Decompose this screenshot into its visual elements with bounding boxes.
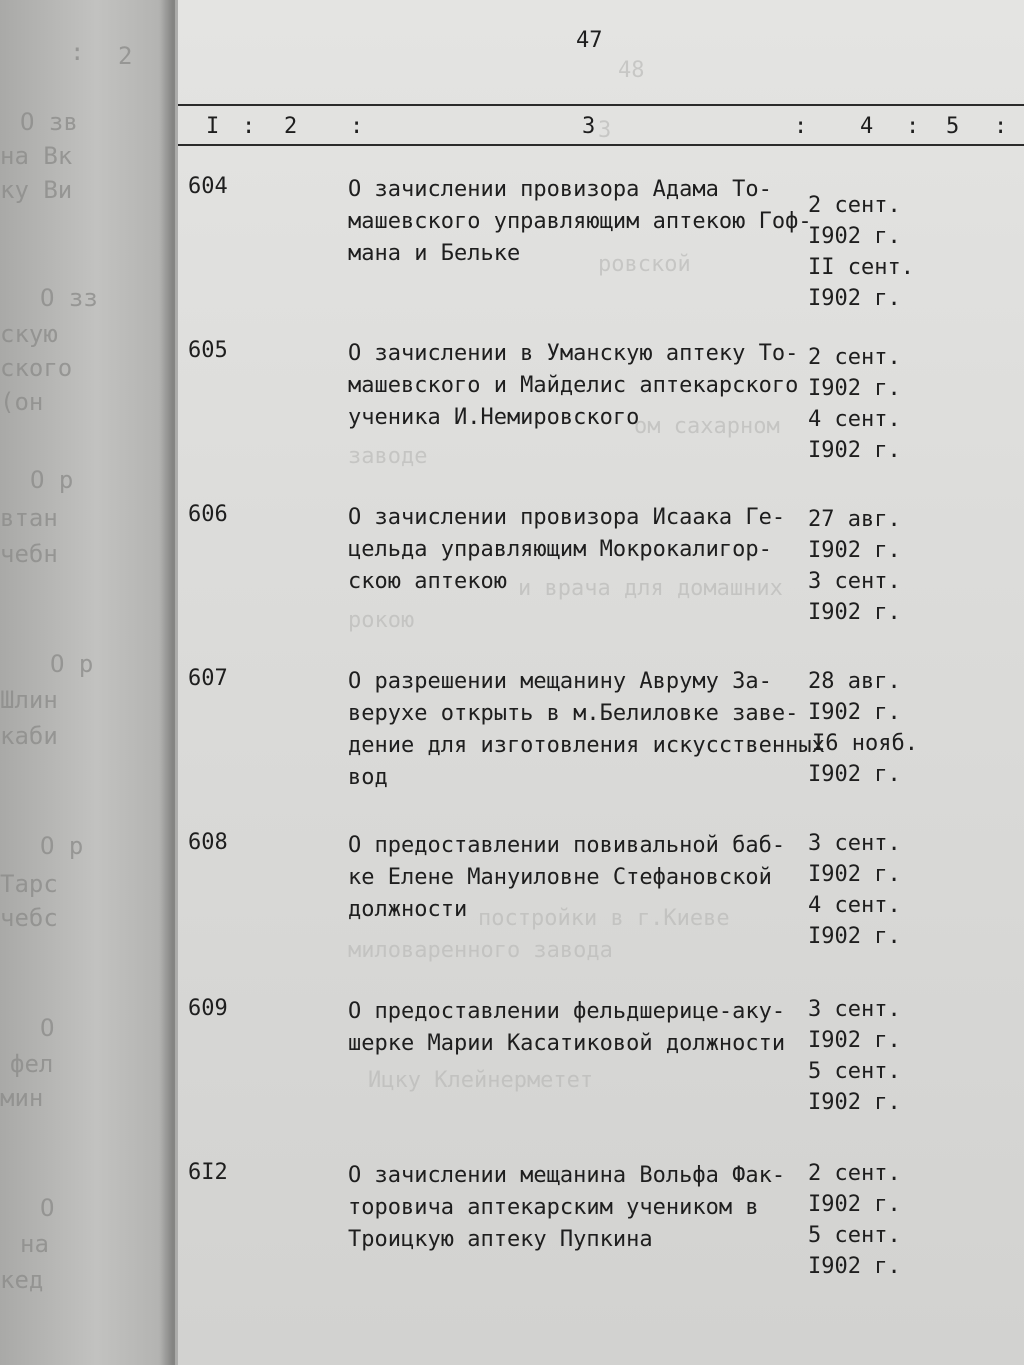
entry-description <box>348 1160 808 1256</box>
date-line: 2 сент. <box>808 1161 901 1186</box>
document-page <box>178 0 1024 1365</box>
entry-description <box>348 666 825 794</box>
description-line: О зачислении провизора Исаака Ге- <box>348 505 786 530</box>
description-line: ученика И.Немировского <box>348 405 640 430</box>
date-line: 5 сент. <box>808 1059 901 1084</box>
description-line: шерке Марии Касатиковой должности <box>348 1031 786 1056</box>
entry-number: 605 <box>188 338 228 363</box>
entry-dates <box>808 190 914 314</box>
entry-number: 6I2 <box>188 1160 228 1185</box>
entry-description <box>348 830 808 926</box>
date-line: I902 г. <box>808 438 901 463</box>
header-separator: : <box>242 114 256 139</box>
bleed-through: рокою <box>348 608 415 633</box>
description-line: О зачислении в Уманскую аптеку То- <box>348 341 799 366</box>
bleed-through: 48 <box>618 58 645 83</box>
date-line: I902 г. <box>808 862 901 887</box>
description-line: машевского управляющим аптекою Гоф- <box>348 209 812 234</box>
entry-number: 608 <box>188 830 228 855</box>
date-line: I6 нояб. <box>812 731 918 756</box>
header-col-3: 3 <box>582 114 596 139</box>
previous-page-bleed: Шлин <box>0 686 58 714</box>
date-line: I902 г. <box>808 1192 901 1217</box>
previous-page-bleed: мин <box>0 1084 44 1112</box>
header-col-5: 5 <box>946 114 960 139</box>
date-line: 27 авг. <box>808 507 901 532</box>
date-line: 4 сент. <box>808 407 901 432</box>
previous-page-bleed: О <box>40 1014 55 1042</box>
bleed-through: миловаренного завода <box>348 938 613 963</box>
previous-page-bleed: О р <box>40 832 84 860</box>
date-line: I902 г. <box>808 538 901 563</box>
description-line: должности <box>348 897 468 922</box>
bleed-through: и врача для домашних <box>518 576 783 601</box>
date-line: 4 сент. <box>808 893 901 918</box>
date-line: 5 сент. <box>808 1223 901 1248</box>
entry-number: 606 <box>188 502 228 527</box>
previous-page-bleed: чебс <box>0 904 58 932</box>
entry-number: 609 <box>188 996 228 1021</box>
date-line: I902 г. <box>808 286 901 311</box>
header-separator: : <box>906 114 920 139</box>
bleed-through: 3 <box>598 118 612 143</box>
entry-dates <box>808 504 901 628</box>
entry-dates <box>808 828 901 952</box>
description-line: ке Елене Мануиловне Стефановской <box>348 865 772 890</box>
date-line: I902 г. <box>808 762 901 787</box>
date-line: I902 г. <box>808 1254 901 1279</box>
entry-description <box>348 502 808 598</box>
date-line: 2 сент. <box>808 345 901 370</box>
description-line: О предоставлении повивальной баб- <box>348 833 786 858</box>
description-line: Троицкую аптеку Пупкина <box>348 1227 653 1252</box>
previous-page-bleed: втан <box>0 504 58 532</box>
description-line: О зачислении мещанина Вольфа Фак- <box>348 1163 786 1188</box>
date-line: 3 сент. <box>808 569 901 594</box>
date-line: I902 г. <box>808 376 901 401</box>
entry-number: 607 <box>188 666 228 691</box>
date-line: I902 г. <box>808 1090 901 1115</box>
date-line: 2 сент. <box>808 193 901 218</box>
page-number: 47 <box>576 28 603 53</box>
description-line: О предоставлении фельдшерице-аку- <box>348 999 786 1024</box>
date-line: II сент. <box>808 255 914 280</box>
date-line: I902 г. <box>808 1028 901 1053</box>
entry-dates <box>808 342 901 466</box>
previous-page-bleed: 2 <box>118 42 133 70</box>
date-line: I902 г. <box>808 224 901 249</box>
description-line: дение для изготовления искусственных <box>348 733 825 758</box>
header-rule-bottom <box>178 144 1024 146</box>
entry-number: 604 <box>188 174 228 199</box>
description-line: машевского и Майделис аптекарского <box>348 373 799 398</box>
previous-page-bleed: Тарс <box>0 870 58 898</box>
description-line: торовича аптекарским учеником в <box>348 1195 759 1220</box>
date-line: 3 сент. <box>808 997 901 1022</box>
header-col-1: I <box>206 114 220 139</box>
previous-page-bleed: ку Ви <box>0 176 73 204</box>
header-rule-top <box>178 104 1024 106</box>
entry-description <box>348 338 808 434</box>
bleed-through: постройки в г.Киеве <box>478 906 730 931</box>
previous-page-bleed: О р <box>50 650 94 678</box>
header-separator: : <box>350 114 364 139</box>
entry-dates <box>808 666 918 790</box>
description-line: цельда управляющим Мокрокалигор- <box>348 537 772 562</box>
bleed-through: заводе <box>348 444 428 469</box>
entry-description <box>348 996 808 1060</box>
date-line: I902 г. <box>808 600 901 625</box>
bleed-through: ом сахарном <box>634 414 780 439</box>
header-col-2: 2 <box>284 114 298 139</box>
previous-page-bleed: каби <box>0 722 58 750</box>
description-line: верухе открыть в м.Белиловке заве- <box>348 701 799 726</box>
previous-page-bleed: кед <box>0 1266 44 1294</box>
description-line: мана и Бельке <box>348 241 521 266</box>
header-col-4: 4 <box>860 114 874 139</box>
description-line: О зачислении провизора Адама То- <box>348 177 772 202</box>
previous-page-bleed: О зв <box>20 108 78 136</box>
previous-page-bleed: О зз <box>40 284 98 312</box>
description-line: скою аптекою <box>348 569 507 594</box>
header-separator: : <box>994 114 1008 139</box>
previous-page-bleed: О р <box>30 466 74 494</box>
previous-page-bleed: чебн <box>0 540 58 568</box>
header-separator: : <box>794 114 808 139</box>
date-line: 28 авг. <box>808 669 901 694</box>
date-line: I902 г. <box>808 924 901 949</box>
description-line: вод <box>348 765 388 790</box>
previous-page-bleed: скую <box>0 320 58 348</box>
bleed-through: ровской <box>598 252 691 277</box>
previous-page-bleed: фел <box>10 1050 54 1078</box>
bleed-through: Ицку Клейнерметет <box>368 1068 594 1093</box>
description-line: О разрешении мещанину Авруму За- <box>348 669 772 694</box>
previous-page-bleed: ского <box>0 354 73 382</box>
previous-page-bleed: на Вк <box>0 142 73 170</box>
entry-dates <box>808 1158 901 1282</box>
previous-page-bleed: (он <box>0 388 44 416</box>
previous-page-bleed: на <box>20 1230 49 1258</box>
previous-page-bleed: : <box>70 38 85 66</box>
entry-description <box>348 174 812 270</box>
date-line: 3 сент. <box>808 831 901 856</box>
previous-page-bleed: О <box>40 1194 55 1222</box>
previous-page <box>0 0 175 1365</box>
entry-dates <box>808 994 901 1118</box>
date-line: I902 г. <box>808 700 901 725</box>
